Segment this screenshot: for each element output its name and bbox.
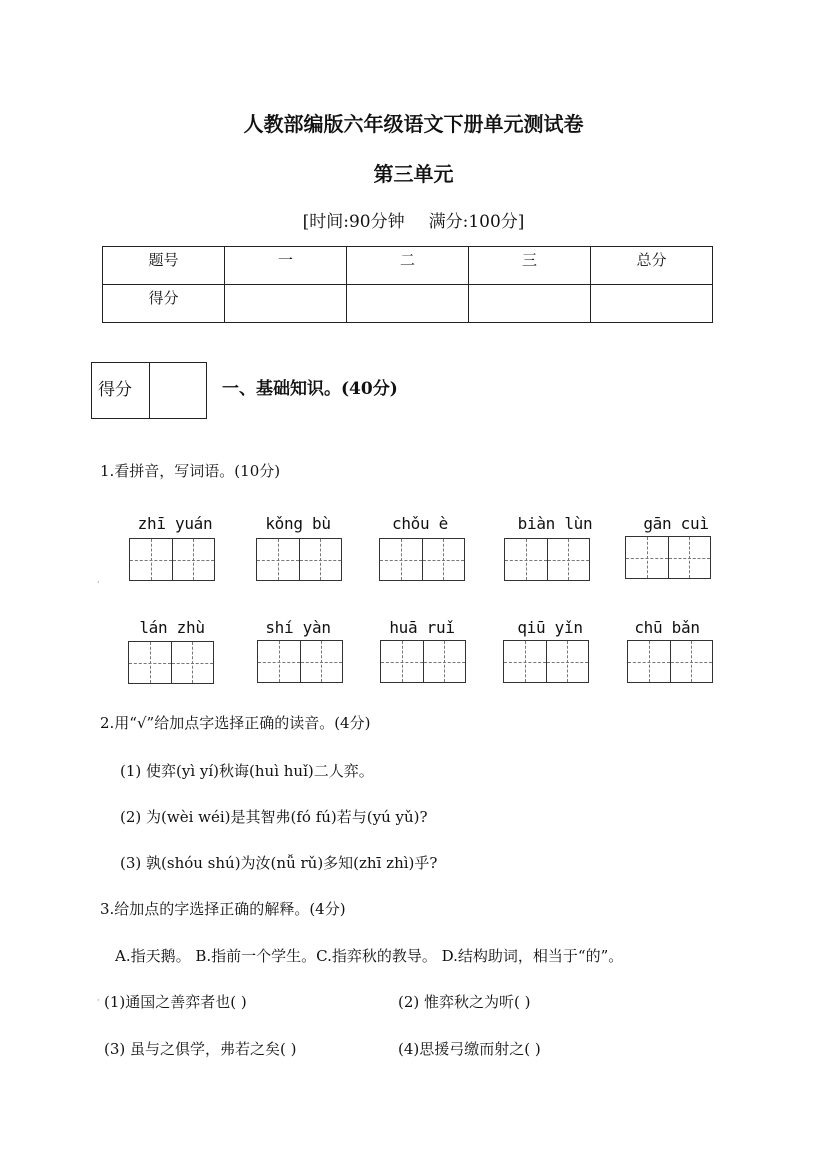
question-3-item: (1)通国之善弈者也( ) <box>104 993 247 1011</box>
score-header-cell: 总分 <box>591 247 713 285</box>
question-3-prompt: 3.给加点的字选择正确的解释。(4分) <box>100 900 346 918</box>
pinyin-label: lán zhù <box>139 618 205 637</box>
writing-grid[interactable] <box>129 538 215 581</box>
time-limit: [时间:90分钟 <box>302 212 405 232</box>
question-2-prompt: 2.用“√”给加点字选择正确的读音。(4分) <box>100 714 371 732</box>
stray-mark: · <box>97 578 100 587</box>
question-2-item: (2) 为(wèi wéi)是其智弗(fó fú)若与(yú yǔ)? <box>120 808 428 826</box>
score-cell[interactable] <box>347 285 469 323</box>
question-2-item: (3) 孰(shóu shú)为汝(nǚ rǔ)多知(zhī zhì)乎? <box>120 854 438 872</box>
writing-grid[interactable] <box>379 538 465 581</box>
pinyin-label: kǒng bù <box>265 514 331 533</box>
score-table-score-row <box>103 285 713 323</box>
writing-grid[interactable] <box>504 538 590 581</box>
section-title: 一、基础知识。(40分) <box>222 379 398 399</box>
score-table-header-row <box>103 247 713 285</box>
pinyin-label: huā ruǐ <box>389 618 455 637</box>
writing-grid[interactable] <box>128 641 214 684</box>
section-score-label: 得分 <box>98 380 132 400</box>
pinyin-label: shí yàn <box>265 618 331 637</box>
score-cell[interactable] <box>469 285 591 323</box>
writing-grid[interactable] <box>380 640 466 683</box>
writing-grid[interactable] <box>257 640 343 683</box>
stray-mark: · <box>97 996 100 1005</box>
section-score-box <box>91 362 207 419</box>
unit-title: 第三单元 <box>373 162 454 186</box>
question-1-prompt: 1.看拼音，写词语。(10分) <box>100 462 281 480</box>
pinyin-label: chū bǎn <box>634 618 700 637</box>
pinyin-label: biàn lùn <box>517 514 593 533</box>
question-2-item: (1) 使弈(yì yí)秋诲(huì huǐ)二人弈。 <box>120 762 374 780</box>
score-table <box>102 246 713 323</box>
score-header-cell: 三 <box>469 247 591 285</box>
writing-grid[interactable] <box>625 536 711 579</box>
question-3-item: (4)思援弓缴而射之( ) <box>398 1040 541 1058</box>
pinyin-label: qiū yǐn <box>517 618 583 637</box>
writing-grid[interactable] <box>503 640 589 683</box>
question-3-options: A.指天鹅。 B.指前一个学生。C.指弈秋的教导。 D.结构助词，相当于“的”。 <box>115 947 624 965</box>
exam-meta <box>0 207 827 232</box>
writing-grid[interactable] <box>256 538 342 581</box>
test-title: 人教部编版六年级语文下册单元测试卷 <box>243 112 584 136</box>
pinyin-label: chǒu è <box>392 514 448 533</box>
score-header-cell: 二 <box>347 247 469 285</box>
question-3-item: (3) 虽与之俱学，弗若之矣( ) <box>104 1040 297 1058</box>
score-cell[interactable] <box>591 285 713 323</box>
score-header-cell: 一 <box>225 247 347 285</box>
question-3-item: (2) 惟弈秋之为听( ) <box>398 993 531 1011</box>
score-box-divider <box>149 363 150 418</box>
score-header-cell: 题号 <box>103 247 225 285</box>
score-cell[interactable] <box>225 285 347 323</box>
score-row-label: 得分 <box>103 285 225 323</box>
pinyin-label: gān cuì <box>643 514 709 533</box>
writing-grid[interactable] <box>627 640 713 683</box>
pinyin-label: zhī yuán <box>137 514 213 533</box>
full-score: 满分:100分] <box>428 212 525 232</box>
